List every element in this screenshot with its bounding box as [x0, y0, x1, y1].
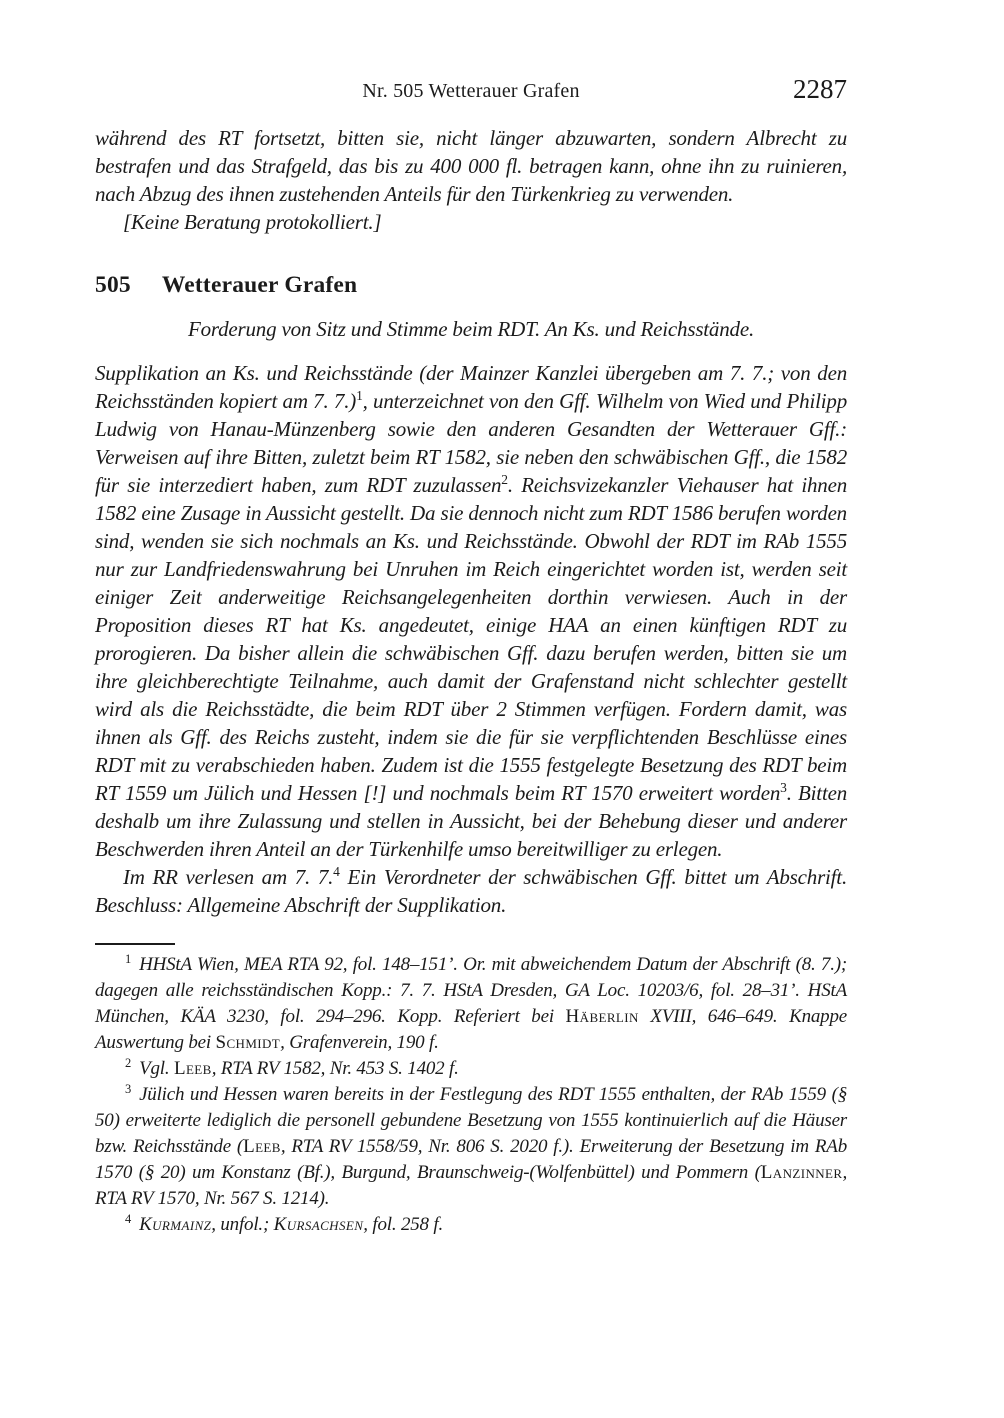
footnote-2-text: Vgl. — [139, 1058, 174, 1079]
document-heading — [95, 272, 847, 299]
footnote-2 — [95, 1056, 847, 1082]
footnote-4-text: , fol. 258 f. — [363, 1214, 444, 1235]
footnote-3 — [95, 1082, 847, 1212]
footnote-4-source-kursachsen: Kursachsen — [273, 1214, 364, 1235]
footnote-2-marker: 2 — [125, 1055, 132, 1070]
footnote-4-text: , unfol.; — [211, 1214, 274, 1235]
footnote-ref-3: 3 — [780, 780, 787, 795]
footnote-1-marker: 1 — [125, 951, 132, 966]
footnote-2-author-leeb: Leeb — [173, 1058, 212, 1079]
protocol-part-1: Im RR verlesen am 7. 7. — [123, 865, 334, 889]
supplication-part-4: . Bitten deshalb um ihre Zulassung und stellen in Aussicht, bei der Behebung dieser und anderer Beschwerden ihren Anteil an der Türkenhilfe umso bereitwilliger zu erlegen. — [95, 781, 847, 861]
footnote-separator — [95, 943, 175, 945]
page-number: 2287 — [793, 74, 847, 104]
protocol-part-2: Ein Verordneter der schwäbischen Gff. bittet um Abschrift. Beschluss: Allgemeine Abschrift der Supplikation. — [95, 865, 847, 917]
supplication-part-2: , unterzeichnet von den Gff. Wilhelm von Wied und Philipp Ludwig von Hanau-Münzenberg sowie den anderen Gesandten der Wetterauer Gff.: Verweisen auf ihre Bitten, zuletzt beim RT 1582, sie neben den schwäbischen Gff., die 1582 für sie interzediert haben, zum RDT zuzulassen — [95, 389, 847, 497]
footnote-3-text: , RTA RV 1558/59, Nr. 806 S. 2020 f.). Erweiterung der Besetzung im RAb 1570 (§ 20) um Konstanz (Bf.), Burgund, Braunschweig-(Wolfenbüttel) und Pommern ( — [95, 1136, 848, 1183]
footnote-3-author-leeb: Leeb — [243, 1136, 281, 1157]
footnotes-block — [95, 952, 847, 1238]
footnote-1-text: HHStA Wien, MEA RTA 92, fol. 148–151’. Or. mit abweichendem Datum der Abschrift (8. 7.); dagegen alle reichsständischen Kopp.: 7. 7. HStA Dresden, GA Loc. 10203/6, fol. 28–31’. HStA München, KÄA 3230, fol. 294–296. Kopp. Referiert bei — [95, 954, 847, 1027]
footnote-1-author-schmidt: Schmidt — [215, 1032, 281, 1053]
subtitle-text: Forderung von Sitz und Stimme beim RDT. An Ks. und Reichsstände. — [187, 317, 754, 341]
footnote-4 — [95, 1212, 847, 1238]
continuation-text: während des RT fortsetzt, bitten sie, nicht länger abzuwarten, sondern Albrecht zu bestrafen und das Strafgeld, das bis zu 400 000 fl. betragen kann, ohne ihn zu ruinieren, nach Abzug des ihnen zustehenden Anteils für den Türkenkrieg zu verwenden. — [95, 126, 847, 206]
footnote-ref-1: 1 — [356, 388, 363, 403]
protocol-note — [95, 863, 847, 919]
footnote-3-author-lanzinner: Lanzinner — [760, 1162, 843, 1183]
footnote-3-text: Jülich und Hessen waren bereits in der Festlegung des RDT 1555 enthalten, der RAb 1559 (§ 50) erweiterte lediglich die personell gebundene Besetzung von 1555 kontinuierlich auf die Häuser bzw. Reichsstände ( — [95, 1084, 847, 1157]
footnote-1-author-haeberlin: Häberlin — [565, 1006, 639, 1027]
footnote-1-text: XVIII, 646–649. Knappe Auswertung bei — [95, 1006, 847, 1053]
supplication-part-3: . Reichsvizekanzler Viehauser hat ihnen 1582 eine Zusage in Aussicht gestellt. Da sie dennoch nicht zum RDT 1586 berufen worden sind, wenden sie sich nochmals an Ks. und Reichsstände. Obwohl der RDT im RAb 1555 nur zur Landfriedenswahrung bei Unruhen im Reich eingerichtet worden ist, werden seit einiger Zeit anderweitige Reichsangelegenheiten dorthin verwiesen. Auch in der Proposition dieses RT hat Ks. angedeutet, einige HAA an einen künftigen RDT zu prorogieren. Da bisher allein die schwäbischen Gff. dazu berufen werden, bitten sie um ihre gleichberechtigte Teilnahme, auch damit der Grafenstand nicht schlechter gestellt wird als die Reichsstädte, die beim RDT über 2 Stimmen verfügen. Fordern damit, was ihnen als Gff. des Reichs zusteht, indem sie die für sie verpflichtenden Beschlüsse eines RDT mit zu verabschieden haben. Zudem ist die 1555 festgelegte Besetzung des RDT beim RT 1559 um Jülich und Hessen [!] und nochmals beim RT 1570 erweitert worden — [95, 473, 848, 805]
footnote-4-marker: 4 — [125, 1211, 132, 1226]
footnote-ref-4: 4 — [333, 864, 340, 879]
footnote-1-text: , Grafenverein, 190 f. — [280, 1032, 439, 1053]
document-title: Wetterauer Grafen — [161, 272, 358, 298]
continuation-paragraph — [95, 124, 847, 208]
no-deliberation-note — [95, 208, 847, 236]
document-number: 505 — [95, 272, 131, 298]
supplication-summary — [95, 359, 847, 863]
document-subtitle — [95, 315, 847, 343]
footnote-3-text: , RTA RV 1570, Nr. 567 S. 1214). — [95, 1162, 847, 1209]
footnote-2-text: , RTA RV 1582, Nr. 453 S. 1402 f. — [211, 1058, 459, 1079]
running-title: Nr. 505 Wetterauer Grafen — [362, 80, 580, 102]
no-deliberation-text: [Keine Beratung protokolliert.] — [123, 210, 382, 234]
supplication-part-1: Supplikation an Ks. und Reichsstände (der Mainzer Kanzlei übergeben am 7. 7.; von den Reichsständen kopiert am 7. 7.) — [95, 361, 847, 413]
footnote-4-source-kurmainz: Kurmainz — [139, 1214, 212, 1235]
footnote-1 — [95, 952, 847, 1056]
footnote-3-marker: 3 — [125, 1081, 132, 1096]
page-header — [95, 74, 847, 112]
footnote-ref-2: 2 — [501, 472, 508, 487]
